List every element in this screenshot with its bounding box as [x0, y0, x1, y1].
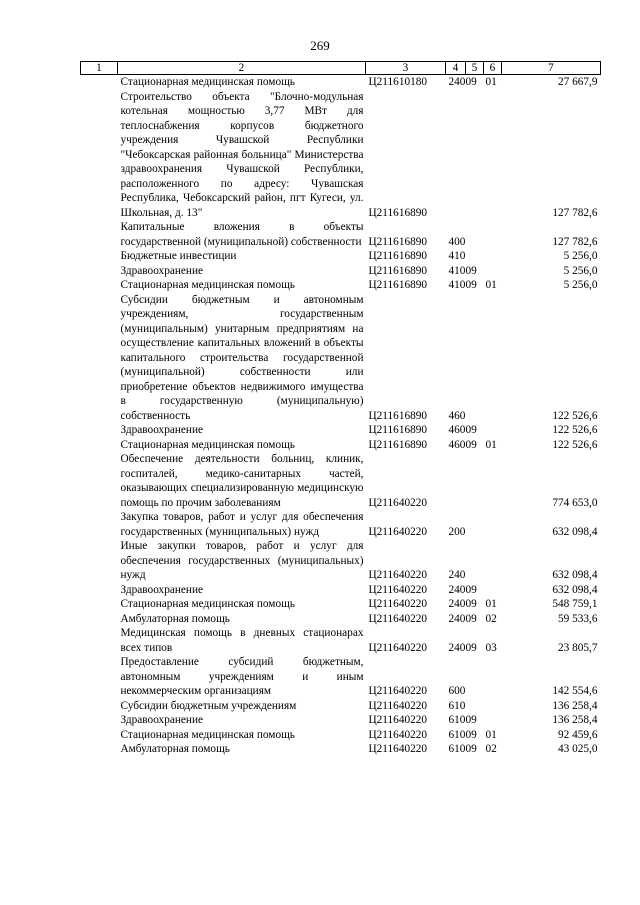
section-code: 09 — [465, 76, 477, 88]
section-code — [466, 539, 484, 583]
subsection-code: 03 — [485, 641, 497, 654]
section-code: 09 — [465, 612, 477, 625]
row-number-cell — [81, 713, 118, 728]
target-article-code: Ц211616890 — [368, 235, 428, 248]
item-name: Амбулаторная помощь — [120, 743, 230, 755]
target-article-code: Ц211640220 — [368, 569, 428, 581]
item-name: Стационарная медицинская помощь — [120, 728, 295, 741]
subsection-code: 01 — [485, 728, 497, 741]
item-name: Здравоохранение — [120, 264, 204, 277]
amount: 27 667,9 — [557, 76, 598, 88]
target-article-code: Ц211640220 — [368, 743, 428, 755]
page-number: 269 — [310, 38, 330, 53]
item-name: Субсидии бюджетным и автономным учреждениям, государственным (муниципальным) унитарным предприятиям на осуществление капитальных вложений в объекты капитального строительства государственной (муниципальной) собственности или приобретение объектов недвижимого имущества в государственную (муниципальную) собственность — [120, 293, 364, 422]
row-number-cell — [81, 264, 118, 279]
subsection-code: 02 — [485, 743, 497, 755]
expense-type-code: 410 — [448, 250, 466, 262]
column-header-5: 5 — [466, 62, 484, 75]
target-article-code: Ц211640220 — [368, 496, 428, 509]
amount: 5 256,0 — [563, 264, 598, 277]
target-article-code: Ц211616890 — [368, 206, 428, 219]
row-number-cell — [81, 510, 118, 539]
amount: 43 025,0 — [557, 743, 598, 755]
section-code — [466, 293, 484, 424]
section-code: 09 — [465, 264, 477, 277]
expense-type-code: 600 — [448, 685, 466, 697]
section-code — [466, 452, 484, 510]
section-code — [466, 90, 484, 221]
section-code: 09 — [465, 438, 477, 451]
expense-type-code: 460 — [448, 424, 466, 436]
table-row — [81, 713, 601, 728]
item-name: Закупка товаров, работ и услуг для обеспечения государственных (муниципальных) нужд — [120, 511, 364, 538]
expense-type-code: 200 — [448, 525, 466, 538]
subsection-code: 01 — [485, 279, 497, 291]
amount: 5 256,0 — [563, 250, 598, 262]
row-number-cell — [81, 626, 118, 655]
subsection-code: 01 — [485, 598, 497, 610]
row-number-cell — [81, 278, 118, 293]
budget-table — [80, 61, 601, 757]
column-header-2: 2 — [118, 62, 366, 75]
row-number-cell — [81, 699, 118, 714]
row-number-cell — [81, 438, 118, 453]
expense-type-code: 240 — [448, 76, 466, 88]
table-row — [81, 597, 601, 612]
expense-type-code: 240 — [448, 569, 466, 581]
amount: 127 782,6 — [552, 235, 598, 248]
column-header-1: 1 — [81, 62, 118, 75]
expense-type-code — [446, 90, 466, 221]
table-row — [81, 293, 601, 424]
column-header-3: 3 — [366, 62, 446, 75]
target-article-code: Ц211640220 — [368, 699, 428, 712]
target-article-code: Ц211640220 — [368, 525, 428, 538]
table-row — [81, 90, 601, 221]
subsection-code — [484, 699, 502, 714]
expense-type-code: 240 — [448, 598, 466, 610]
table-row — [81, 583, 601, 598]
section-code — [466, 655, 484, 699]
subsection-code — [484, 220, 502, 249]
amount: 136 258,4 — [552, 714, 598, 726]
target-article-code: Ц211640220 — [368, 641, 428, 654]
item-name: Стационарная медицинская помощь — [120, 76, 295, 88]
subsection-code — [484, 510, 502, 539]
section-code — [466, 249, 484, 264]
row-number-cell — [81, 539, 118, 583]
expense-type-code: 460 — [448, 409, 466, 422]
item-name: Стационарная медицинская помощь — [120, 279, 295, 291]
subsection-code — [484, 293, 502, 424]
section-code: 09 — [465, 598, 477, 610]
subsection-code — [484, 713, 502, 728]
target-article-code: Ц211640220 — [368, 685, 428, 697]
item-name: Здравоохранение — [120, 583, 204, 596]
expense-type-code: 610 — [448, 743, 466, 755]
table-row — [81, 452, 601, 510]
column-header-7: 7 — [502, 62, 601, 75]
table-row — [81, 220, 601, 249]
column-header-6: 6 — [484, 62, 502, 75]
section-code: 09 — [465, 728, 477, 741]
subsection-code — [484, 583, 502, 598]
amount: 632 098,4 — [552, 569, 598, 581]
amount: 136 258,4 — [552, 699, 598, 712]
subsection-code — [484, 423, 502, 438]
table-body — [81, 75, 601, 757]
table-row — [81, 423, 601, 438]
target-article-code: Ц211616890 — [368, 424, 428, 436]
table-row — [81, 510, 601, 539]
subsection-code — [484, 249, 502, 264]
subsection-code: 02 — [485, 612, 497, 625]
row-number-cell — [81, 742, 118, 757]
subsection-code — [484, 264, 502, 279]
expense-type-code: 240 — [448, 641, 466, 654]
section-code: 09 — [465, 279, 477, 291]
table-row — [81, 278, 601, 293]
target-article-code: Ц211616890 — [368, 250, 428, 262]
section-code: 09 — [465, 714, 477, 726]
expense-type-code: 610 — [448, 714, 466, 726]
item-name: Строительство объекта "Блочно-модульная котельная мощностью 3,77 МВт для теплоснабжения корпусов бюджетного учреждения Чувашской Республики "Чебоксарская районная больница" Министерства здравоохранения Чувашской Республики, расположенного по адресу: Чувашская Республика, Чебоксарский район, пгт Кугеси, ул. Школьная, д. 13" — [120, 90, 364, 219]
item-name: Амбулаторная помощь — [120, 612, 230, 625]
target-article-code: Ц211616890 — [368, 438, 428, 451]
subsection-code — [484, 655, 502, 699]
row-number-cell — [81, 249, 118, 264]
section-code — [466, 699, 484, 714]
subsection-code — [484, 539, 502, 583]
amount: 122 526,6 — [552, 409, 598, 422]
section-code — [466, 510, 484, 539]
item-name: Бюджетные инвестиции — [120, 250, 237, 262]
section-code: 09 — [465, 424, 477, 436]
column-number-header-row — [81, 62, 601, 75]
row-number-cell — [81, 583, 118, 598]
amount: 548 759,1 — [552, 598, 598, 610]
table-row — [81, 612, 601, 627]
amount: 23 805,7 — [557, 641, 598, 654]
row-number-cell — [81, 293, 118, 424]
expense-type-code — [446, 452, 466, 510]
item-name: Обеспечение деятельности больниц, клиник, госпиталей, медико-санитарных частей, оказывающих специализированную медицинскую помощь по прочим заболеваниям — [120, 453, 364, 509]
target-article-code: Ц211640220 — [368, 583, 428, 596]
row-number-cell — [81, 90, 118, 221]
amount: 632 098,4 — [552, 583, 598, 596]
subsection-code — [484, 90, 502, 221]
subsection-code: 01 — [485, 438, 497, 451]
section-code: 09 — [465, 743, 477, 755]
amount: 122 526,6 — [552, 424, 598, 436]
expense-type-code: 410 — [448, 279, 466, 291]
section-code: 09 — [465, 583, 477, 596]
item-name: Капитальные вложения в объекты государственной (муниципальной) собственности — [120, 221, 364, 248]
target-article-code: Ц211640220 — [368, 612, 428, 625]
target-article-code: Ц211616890 — [368, 279, 428, 291]
expense-type-code: 610 — [448, 728, 466, 741]
amount: 5 256,0 — [563, 279, 598, 291]
amount: 122 526,6 — [552, 438, 598, 451]
item-name: Субсидии бюджетным учреждениям — [120, 699, 297, 712]
table-row — [81, 539, 601, 583]
amount: 632 098,4 — [552, 525, 598, 538]
expense-type-code: 400 — [448, 235, 466, 248]
amount: 142 554,6 — [552, 685, 598, 697]
row-number-cell — [81, 597, 118, 612]
section-code: 09 — [465, 641, 477, 654]
expense-type-code: 410 — [448, 264, 466, 277]
expense-type-code: 460 — [448, 438, 466, 451]
table-row — [81, 75, 601, 90]
item-name: Иные закупки товаров, работ и услуг для обеспечения государственных (муниципальных) нужд — [120, 540, 364, 581]
row-number-cell — [81, 75, 118, 90]
target-article-code: Ц211610180 — [368, 76, 428, 88]
row-number-cell — [81, 220, 118, 249]
table-row — [81, 264, 601, 279]
table-row — [81, 742, 601, 757]
item-name: Предоставление субсидий бюджетным, автономным учреждениям и иным некоммерческим организациям — [120, 656, 364, 697]
item-name: Здравоохранение — [120, 424, 204, 436]
row-number-cell — [81, 612, 118, 627]
target-article-code: Ц211616890 — [368, 409, 428, 422]
item-name: Стационарная медицинская помощь — [120, 598, 295, 610]
amount: 774 653,0 — [552, 496, 598, 509]
table-row — [81, 728, 601, 743]
target-article-code: Ц211640220 — [368, 728, 428, 741]
section-code — [466, 220, 484, 249]
column-header-4: 4 — [446, 62, 466, 75]
row-number-cell — [81, 452, 118, 510]
target-article-code: Ц211640220 — [368, 714, 428, 726]
table-row — [81, 655, 601, 699]
expense-type-code: 240 — [448, 583, 466, 596]
amount: 127 782,6 — [552, 206, 598, 219]
item-name: Медицинская помощь в дневных стационарах всех типов — [120, 627, 364, 654]
subsection-code: 01 — [485, 76, 497, 88]
subsection-code — [484, 452, 502, 510]
item-name: Здравоохранение — [120, 714, 204, 726]
expense-type-code: 240 — [448, 612, 466, 625]
amount: 59 533,6 — [557, 612, 598, 625]
item-name: Стационарная медицинская помощь — [120, 438, 295, 451]
expense-type-code: 610 — [448, 699, 466, 712]
table-row — [81, 438, 601, 453]
table-row — [81, 699, 601, 714]
row-number-cell — [81, 728, 118, 743]
table-row — [81, 626, 601, 655]
row-number-cell — [81, 423, 118, 438]
amount: 92 459,6 — [557, 728, 598, 741]
row-number-cell — [81, 655, 118, 699]
target-article-code: Ц211640220 — [368, 598, 428, 610]
target-article-code: Ц211616890 — [368, 264, 428, 277]
table-row — [81, 249, 601, 264]
